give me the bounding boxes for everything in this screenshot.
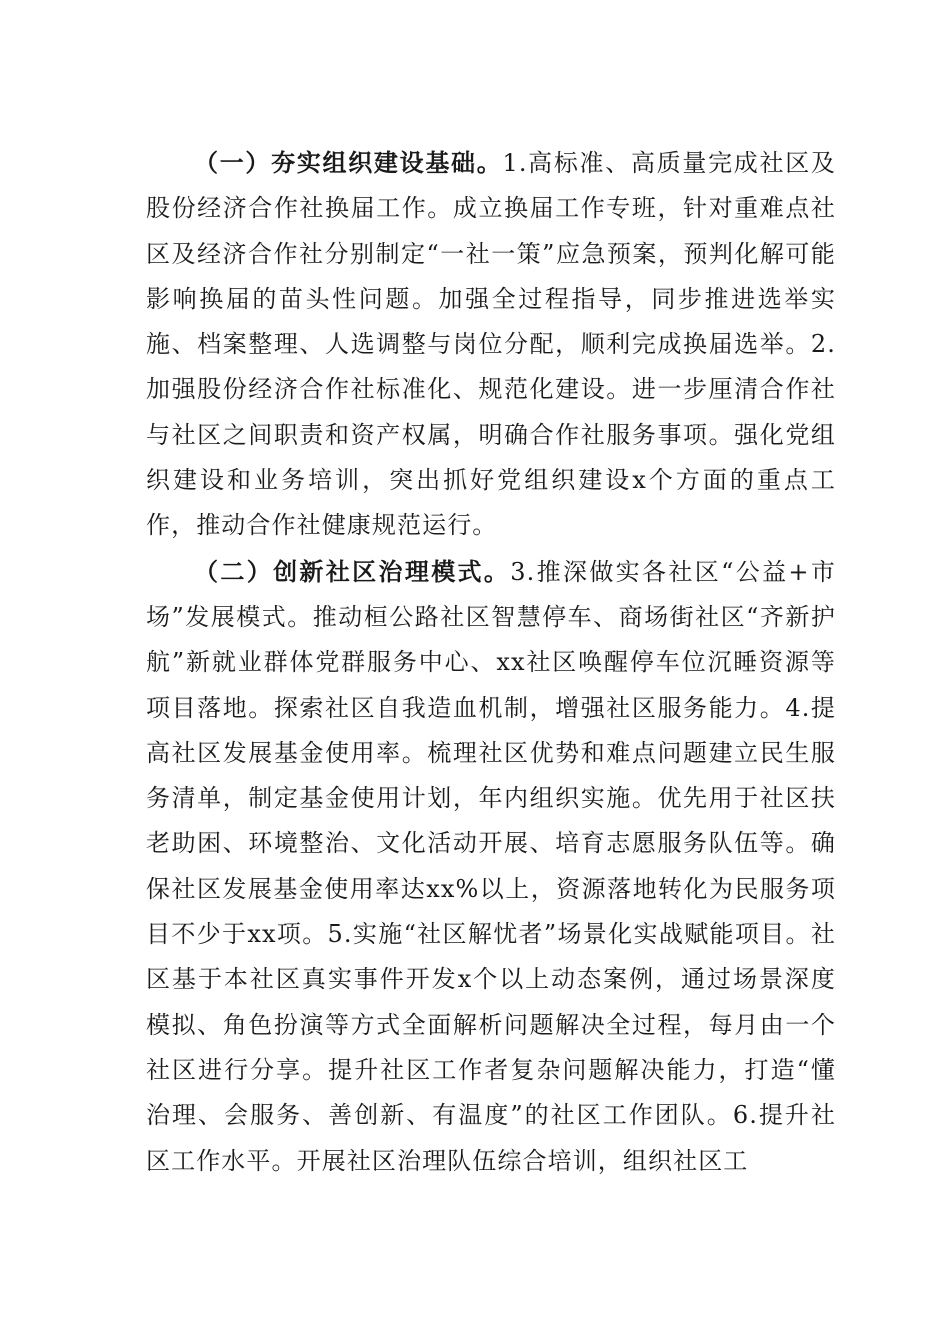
section-body-2: 3.推深做实各社区“公益+市场”发展模式。推动桓公路社区智慧停车、商场街社区“齐新护航”新就业群体党群服务中心、xx社区唤醒停车位沉睡资源等项目落地。探索社区自我造血机制，增强社区服务能力。4.提高社区发展基金使用率。梳理社区优势和难点问题建立民生服务清单，制定基金使用计划，年内组织实施。优先用于社区扶老助困、环境整治、文化活动开展、培育志愿服务队伍等。确保社区发展基金使用率达xx%以上，资源落地转化为民服务项目不少于xx项。5.实施“社区解忧者”场景化实战赋能项目。社区基于本社区真实事件开发x个以上动态案例，通过场景深度模拟、角色扮演等方式全面解析问题解决全过程，每月由一个社区进行分享。提升社区工作者复杂问题解决能力，打造“懂治理、会服务、善创新、有温度”的社区工作团队。6.提升社区工作水平。开展社区治理队伍综合培训，组织社区工 (146, 557, 836, 1175)
document-page (146, 140, 836, 1184)
paragraph-organization (146, 140, 836, 549)
paragraph-governance (146, 549, 836, 1184)
section-heading-1: （一）夯实组织建设基础。 (194, 148, 503, 177)
section-heading-2: （二）创新社区治理模式。 (194, 556, 511, 586)
section-body-1: 1.高标准、高质量完成社区及股份经济合作社换届工作。成立换届工作专班，针对重难点社区及经济合作社分别制定“一社一策”应急预案，预判化解可能影响换届的苗头性问题。加强全过程指导，同步推进选举实施、档案整理、人选调整与岗位分配，顺利完成换届选举。2.加强股份经济合作社标准化、规范化建设。进一步厘清合作社与社区之间职责和资产权属，明确合作社服务事项。强化党组织建设和业务培训，突出抓好党组织建设x个方面的重点工作，推动合作社健康规范运行。 (146, 149, 836, 540)
